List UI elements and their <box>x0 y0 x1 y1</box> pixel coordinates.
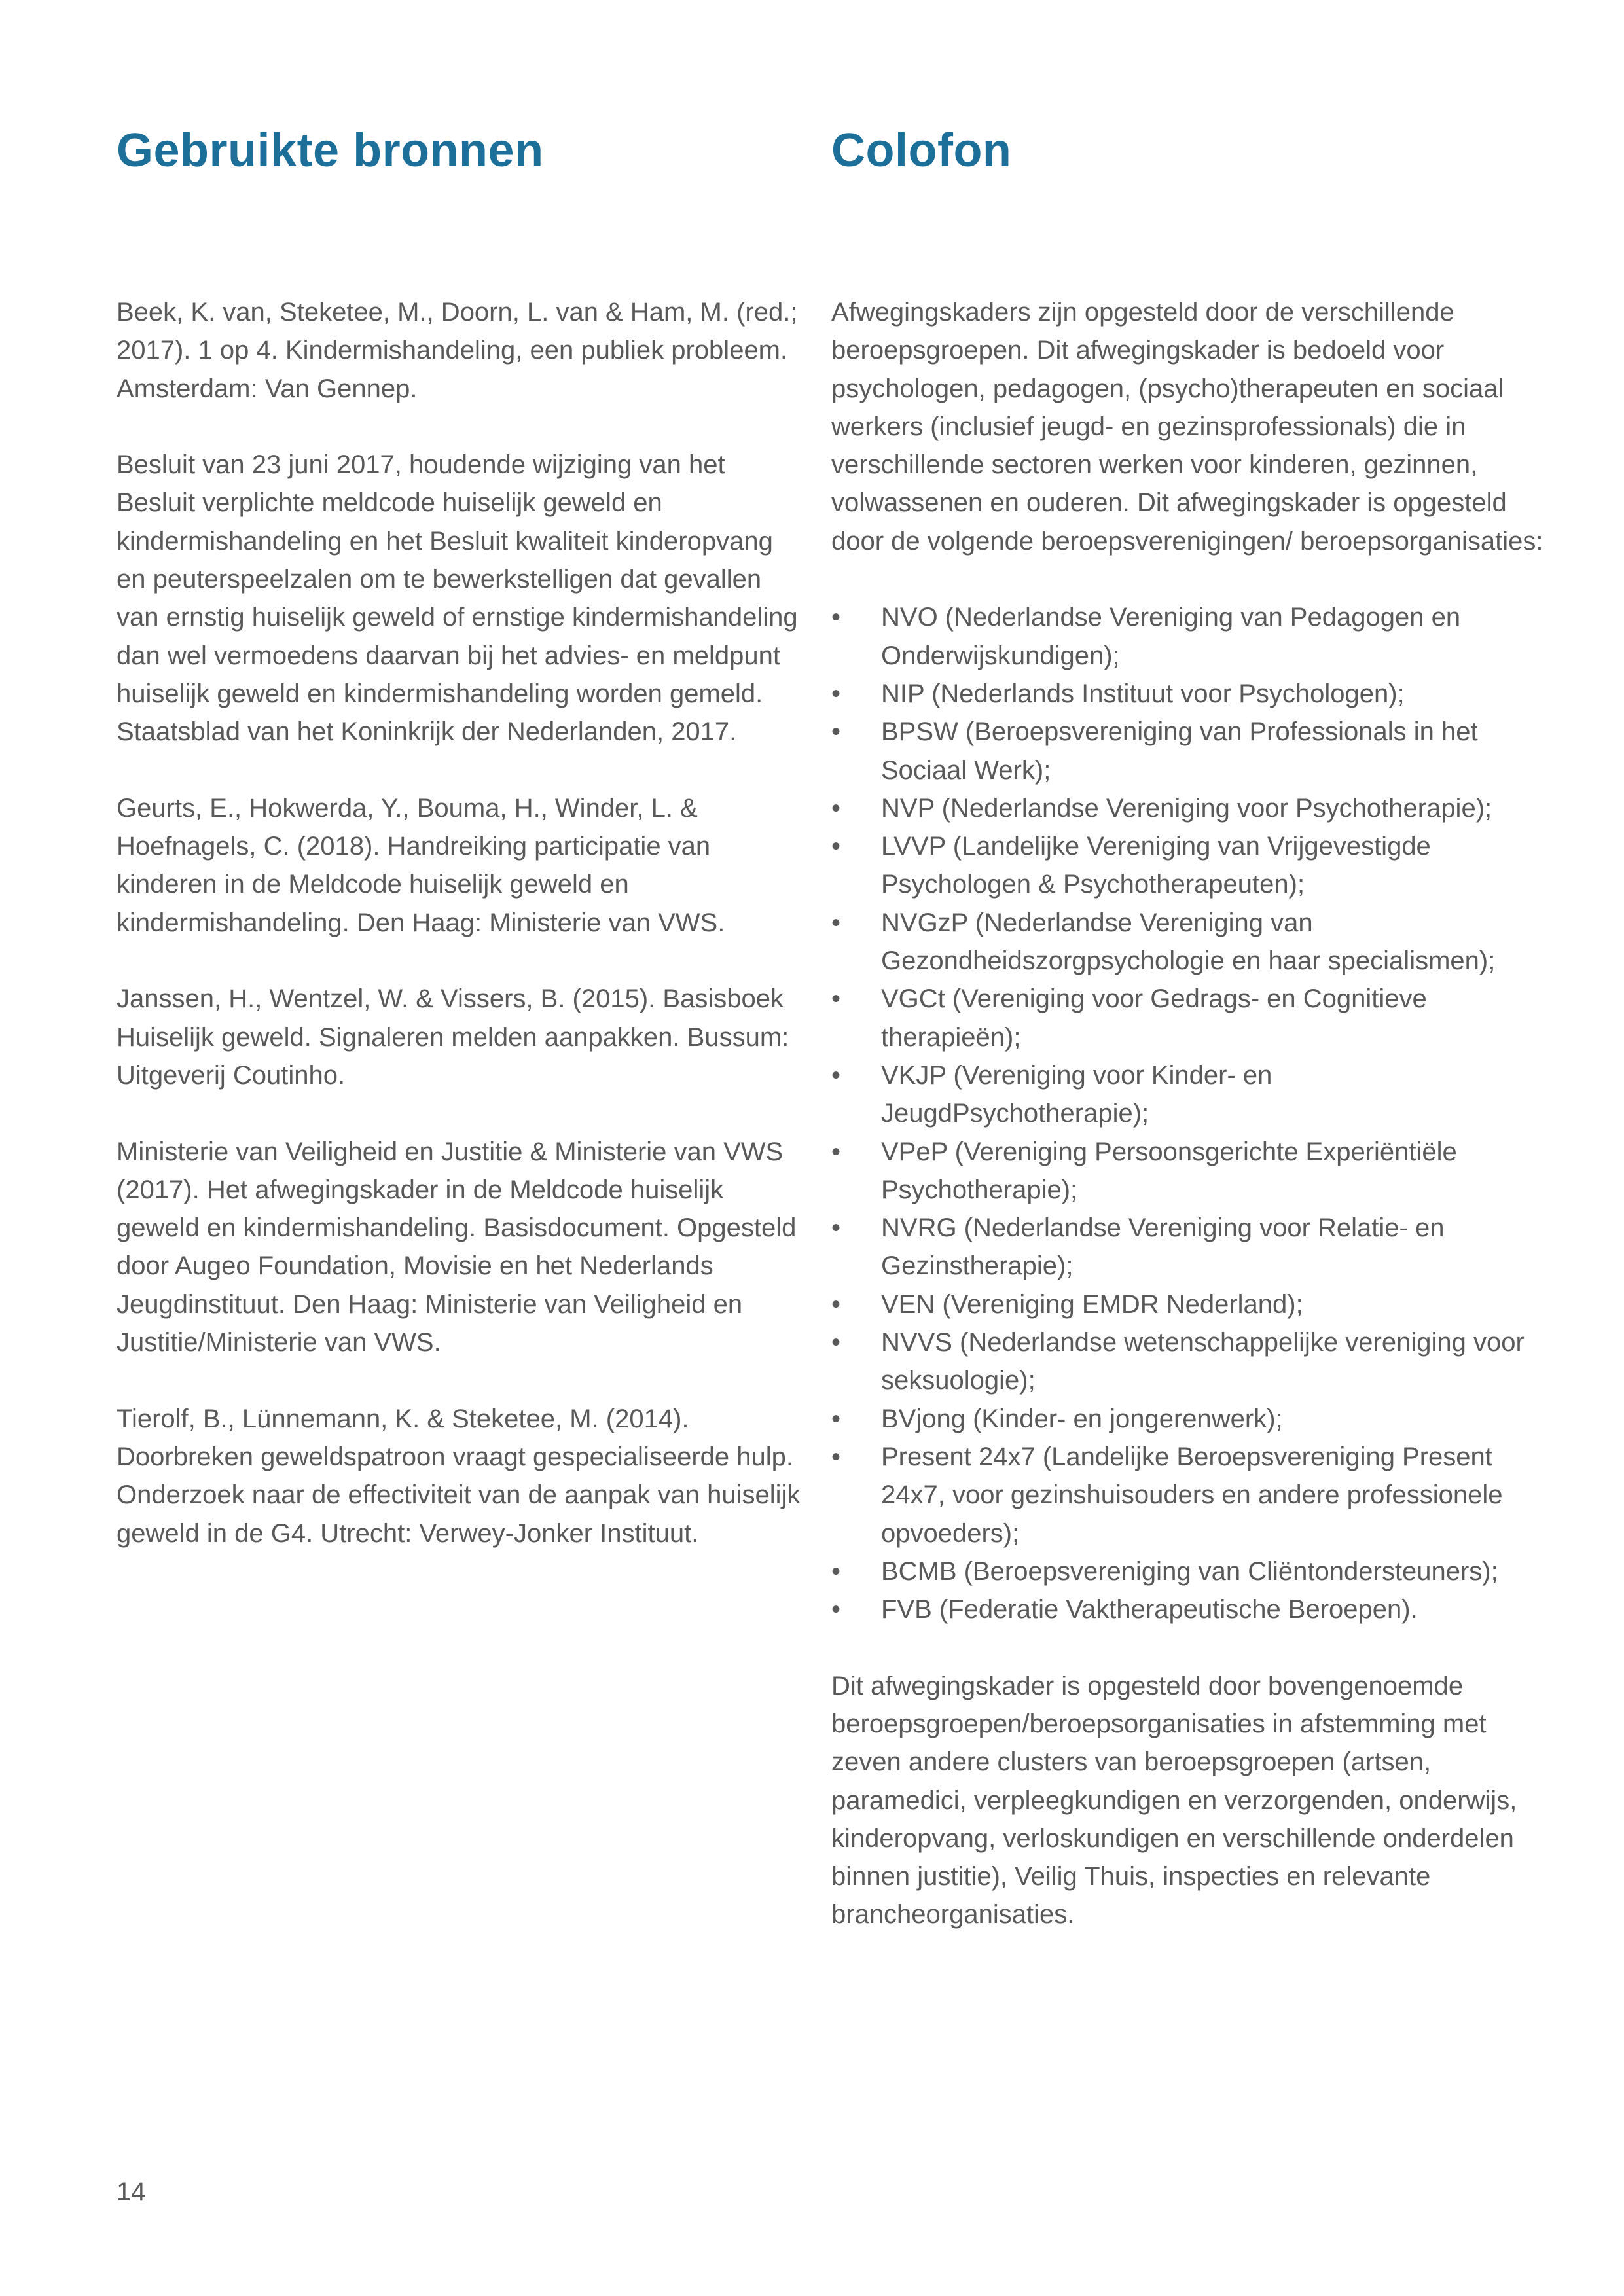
bullet-icon: • <box>831 793 841 823</box>
organisation-name: NVO (Nederlandse Vereniging van Pedagogen en Onderwijskundigen); <box>881 603 1461 670</box>
organisation-name: LVVP (Landelijke Vereniging van Vrijgevestigde Psychologen & Psychotherapeuten); <box>881 832 1431 899</box>
reference-item: Tierolf, B., Lünnemann, K. & Steketee, M. (2014). Doorbreken geweldspatroon vraagt gespecialiseerde hulp. Onderzoek naar de effectiviteit van de aanpak van huiselijk geweld in de G4. Utrecht: Verwey-Jonker Instituut. <box>117 1404 801 1548</box>
bullet-icon: • <box>831 832 841 861</box>
bullet-icon: • <box>831 984 841 1014</box>
reference-item: Beek, K. van, Steketee, M., Doorn, L. van & Ham, M. (red.; 2017). 1 op 4. Kindermishandeling, een publiek probleem. Amsterdam: Van Gennep. <box>117 298 798 403</box>
bullet-icon: • <box>831 1213 841 1243</box>
colophon-column <box>831 118 1545 1972</box>
list-item <box>831 675 1545 713</box>
bullet-icon: • <box>831 1595 841 1624</box>
list-item <box>831 1590 1545 1628</box>
colophon-body <box>831 293 1545 1934</box>
reference-item: Geurts, E., Hokwerda, Y., Bouma, H., Winder, L. & Hoefnagels, C. (2018). Handreiking participatie van kinderen in de Meldcode huiselijk geweld en kindermishandeling. Den Haag: Ministerie van VWS. <box>117 793 725 937</box>
organisation-name: FVB (Federatie Vaktherapeutische Beroepen). <box>881 1595 1418 1624</box>
organisation-name: VKJP (Vereniging voor Kinder- en JeugdPsychotherapie); <box>881 1060 1272 1128</box>
list-item <box>831 1056 1545 1133</box>
colophon-heading: Colofon <box>831 124 1012 177</box>
list-item <box>831 904 1545 980</box>
organisation-name: VGCt (Vereniging voor Gedrags- en Cognitieve therapieën); <box>881 984 1427 1052</box>
organisation-name: NVGzP (Nederlandse Vereniging van Gezondheidszorgpsychologie en haar specialismen); <box>881 908 1496 976</box>
organisation-name: NVRG (Nederlandse Vereniging voor Relatie- en Gezinstherapie); <box>881 1213 1445 1281</box>
reference-item: Ministerie van Veiligheid en Justitie & Ministerie van VWS (2017). Het afwegingskader in de Meldcode huiselijk geweld en kindermishandeling. Basisdocument. Opgesteld door Augeo Foundation, Movisie en het Nederlands Jeugdinstituut. Den Haag: Ministerie van Veiligheid en Justitie/Ministerie van VWS. <box>117 1137 797 1357</box>
page-number: 14 <box>117 2178 146 2206</box>
colophon-intro: Afwegingskaders zijn opgesteld door de verschillende beroepsgroepen. Dit afwegingskader is bedoeld voor psychologen, pedagogen, (psycho)therapeuten en sociaal werkers (inclusief jeugd- en gezinsprofessionals) die in verschillende sectoren werken voor kinderen, gezinnen, volwassenen en ouderen. Dit afwegingskader is opgesteld door de volgende beroepsverenigingen/ beroepsorganisaties: <box>831 298 1543 556</box>
organisation-list <box>831 598 1545 1628</box>
reference-item: Besluit van 23 juni 2017, houdende wijziging van het Besluit verplichte meldcode huiselijk geweld en kindermishandeling en het Besluit kwaliteit kinderopvang en peuterspeelzalen om te bewerkstelligen dat gevallen van ernstig huiselijk geweld of ernstige kindermishandeling dan wel vermoedens daarvan bij het advies- en meldpunt huiselijk geweld en kindermishandeling worden gemeld. Staatsblad van het Koninkrijk der Nederlanden, 2017. <box>117 450 798 747</box>
list-item <box>831 1552 1545 1590</box>
colophon-closing: Dit afwegingskader is opgesteld door bovengenoemde beroepsgroepen/beroepsorganisaties in afstemming met zeven andere clusters van beroepsgroepen (artsen, paramedici, verpleegkundigen en verzorgenden, onderwijs, kinderopvang, verloskundigen en verschillende onderdelen binnen justitie), Veilig Thuis, inspecties en relevante brancheorganisaties. <box>831 1671 1517 1929</box>
sources-heading: Gebruikte bronnen <box>117 124 544 177</box>
organisation-name: NIP (Nederlands Instituut voor Psychologen); <box>881 679 1405 708</box>
list-item <box>831 1209 1545 1285</box>
bullet-icon: • <box>831 603 841 632</box>
bullet-icon: • <box>831 679 841 708</box>
list-item <box>831 1438 1545 1552</box>
organisation-name: BVjong (Kinder- en jongerenwerk); <box>881 1404 1283 1433</box>
organisation-name: VEN (Vereniging EMDR Nederland); <box>881 1289 1303 1319</box>
organisation-name: BCMB (Beroepsvereniging van Cliëntondersteuners); <box>881 1556 1498 1586</box>
organisation-name: NVVS (Nederlandse wetenschappelijke vereniging voor seksuologie); <box>881 1328 1525 1395</box>
bullet-icon: • <box>831 1442 841 1471</box>
list-item <box>831 598 1545 675</box>
sources-column <box>117 118 804 1590</box>
organisation-name: Present 24x7 (Landelijke Beroepsvereniging Present 24x7, voor gezinshuisouders en andere professionele opvoeders); <box>881 1442 1503 1548</box>
bullet-icon: • <box>831 1404 841 1433</box>
bullet-icon: • <box>831 1328 841 1357</box>
bullet-icon: • <box>831 1060 841 1090</box>
bullet-icon: • <box>831 717 841 747</box>
list-item <box>831 827 1545 904</box>
list-item <box>831 789 1545 827</box>
reference-list <box>117 293 804 1552</box>
list-item <box>831 1323 1545 1400</box>
list-item <box>831 980 1545 1056</box>
organisation-name: BPSW (Beroepsvereniging van Professionals in het Sociaal Werk); <box>881 717 1478 785</box>
organisation-name: NVP (Nederlandse Vereniging voor Psychotherapie); <box>881 793 1492 823</box>
list-item <box>831 1285 1545 1323</box>
organisation-name: VPeP (Vereniging Persoonsgerichte Experiëntiële Psychotherapie); <box>881 1137 1457 1204</box>
bullet-icon: • <box>831 1556 841 1586</box>
bullet-icon: • <box>831 908 841 937</box>
reference-item: Janssen, H., Wentzel, W. & Vissers, B. (2015). Basisboek Huiselijk geweld. Signaleren melden aanpakken. Bussum: Uitgeverij Coutinho. <box>117 984 789 1090</box>
list-item <box>831 1133 1545 1210</box>
list-item <box>831 713 1545 789</box>
bullet-icon: • <box>831 1137 841 1166</box>
bullet-icon: • <box>831 1289 841 1319</box>
list-item <box>831 1400 1545 1438</box>
